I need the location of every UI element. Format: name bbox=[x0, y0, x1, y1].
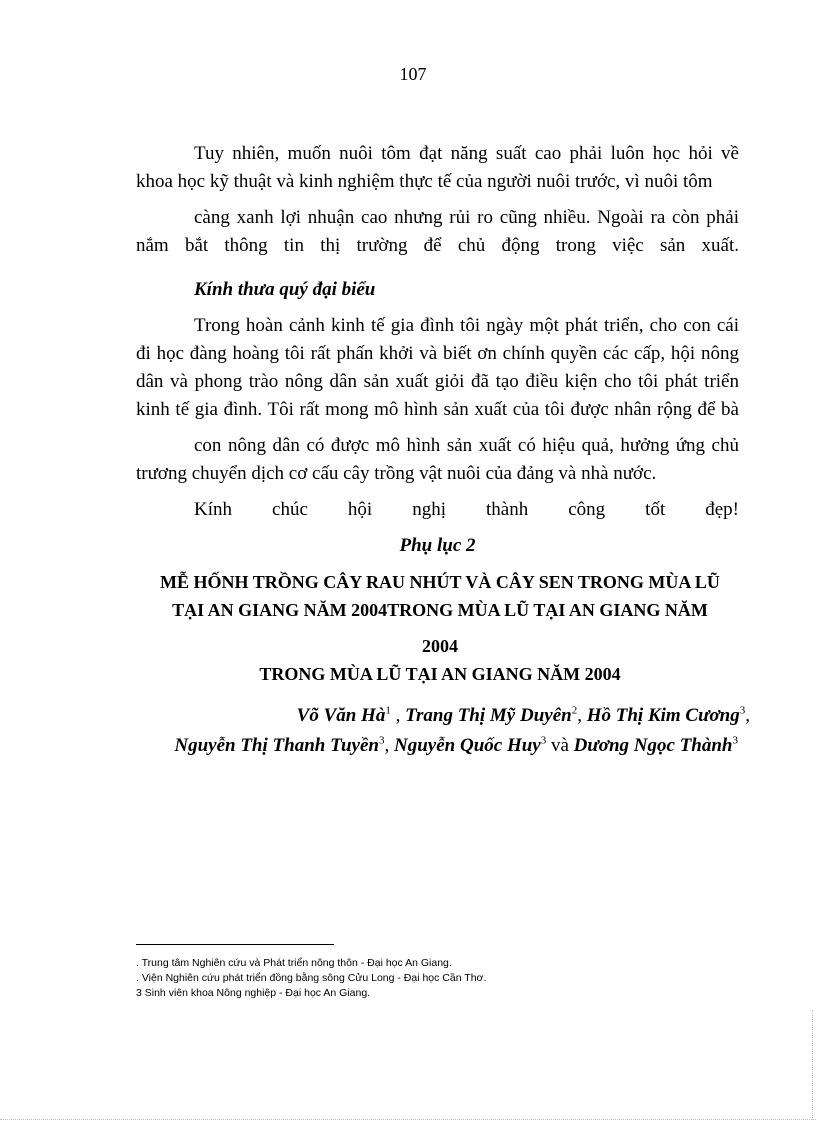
paragraph1-line2: khoa học kỹ thuật và kinh nghiệm thực tế của người nuôi trước, vì nuôi tôm bbox=[136, 171, 713, 192]
footnote-3: 3 Sinh viên khoa Nông nghiệp - Đại học An Giang. bbox=[136, 987, 371, 999]
authors-line2 bbox=[174, 734, 738, 758]
paragraph2-line2: đi học đàng hoàng tôi rất phấn khởi và biết ơn chính quyền các cấp, hội nông bbox=[136, 343, 739, 364]
author-conjunction: và bbox=[546, 735, 574, 756]
affiliation-mark: 3 bbox=[379, 734, 385, 747]
author-separator: , bbox=[384, 735, 394, 756]
author-separator: , bbox=[577, 705, 587, 726]
author-separator: , bbox=[390, 705, 406, 726]
page-number: 107 bbox=[399, 64, 427, 84]
author-name: Nguyễn Thị Thanh Tuyền bbox=[174, 735, 379, 756]
author-separator: , bbox=[745, 705, 750, 726]
title-line3: 2004 bbox=[422, 636, 458, 656]
author-name: Võ Văn Hà bbox=[296, 705, 386, 726]
footnote-1: . Trung tâm Nghiên cứu và Phát triển nông thôn - Đại học An Giang. bbox=[136, 957, 452, 969]
paragraph2-line3: dân và phong trào nông dân sản xuất giỏi đã tạo điều kiện cho tôi phát triển bbox=[136, 371, 739, 392]
paragraph1-line3: càng xanh lợi nhuận cao nhưng rủi ro cũng nhiều. Ngoài ra còn phải bbox=[194, 207, 739, 228]
paragraph1-line4: nắm bắt thông tin thị trường để chủ động trong việc sản xuất. bbox=[136, 235, 739, 256]
page-right-edge bbox=[812, 1010, 813, 1120]
affiliation-mark: 1 bbox=[385, 704, 391, 717]
paragraph2-line1: Trong hoàn cảnh kinh tế gia đình tôi ngày một phát triển, cho con cái bbox=[194, 315, 739, 336]
appendix-label: Phụ lục 2 bbox=[399, 535, 476, 556]
affiliation-mark: 3 bbox=[739, 704, 746, 717]
title-line4: TRONG MÙA LŨ TẠI AN GIANG NĂM 2004 bbox=[259, 664, 621, 684]
closing-line: Kính chúc hội nghị thành công tốt đẹp! bbox=[194, 499, 739, 520]
affiliation-mark: 3 bbox=[732, 734, 738, 747]
authors-line1 bbox=[297, 704, 750, 728]
page-bottom-edge bbox=[0, 1119, 816, 1120]
author-name: Nguyễn Quốc Huy bbox=[394, 735, 541, 756]
title-line2: TẠI AN GIANG NĂM 2004TRONG MÙA LŨ TẠI AN GIANG NĂM bbox=[172, 600, 708, 620]
author-name: Dương Ngọc Thành bbox=[573, 735, 733, 756]
author-name: Hồ Thị Kim Cương bbox=[586, 705, 740, 726]
paragraph1-line1: Tuy nhiên, muốn nuôi tôm đạt năng suất cao phải luôn học hỏi về bbox=[194, 143, 739, 164]
author-name: Trang Thị Mỹ Duyên bbox=[405, 705, 572, 726]
affiliation-mark: 2 bbox=[571, 704, 578, 717]
affiliation-mark: 3 bbox=[540, 734, 547, 747]
title-line1: MỄ HỐNH TRỒNG CÂY RAU NHÚT VÀ CÂY SEN TRONG MÙA LŨ bbox=[160, 572, 720, 592]
footnote-2: . Viện Nghiên cứu phát triển đồng bằng sông Cửu Long - Đại học Cần Thơ. bbox=[136, 972, 487, 984]
salutation: Kính thưa quý đại biểu bbox=[194, 279, 376, 300]
footnote-separator bbox=[136, 944, 334, 945]
paragraph2-line5: con nông dân có được mô hình sản xuất có hiệu quả, hưởng ứng chủ bbox=[194, 435, 739, 456]
paragraph2-line4: kinh tế gia đình. Tôi rất mong mô hình sản xuất của tôi được nhân rộng để bà bbox=[136, 399, 739, 420]
paragraph2-line6: trương chuyển dịch cơ cấu cây trồng vật nuôi của đảng và nhà nước. bbox=[136, 463, 657, 484]
